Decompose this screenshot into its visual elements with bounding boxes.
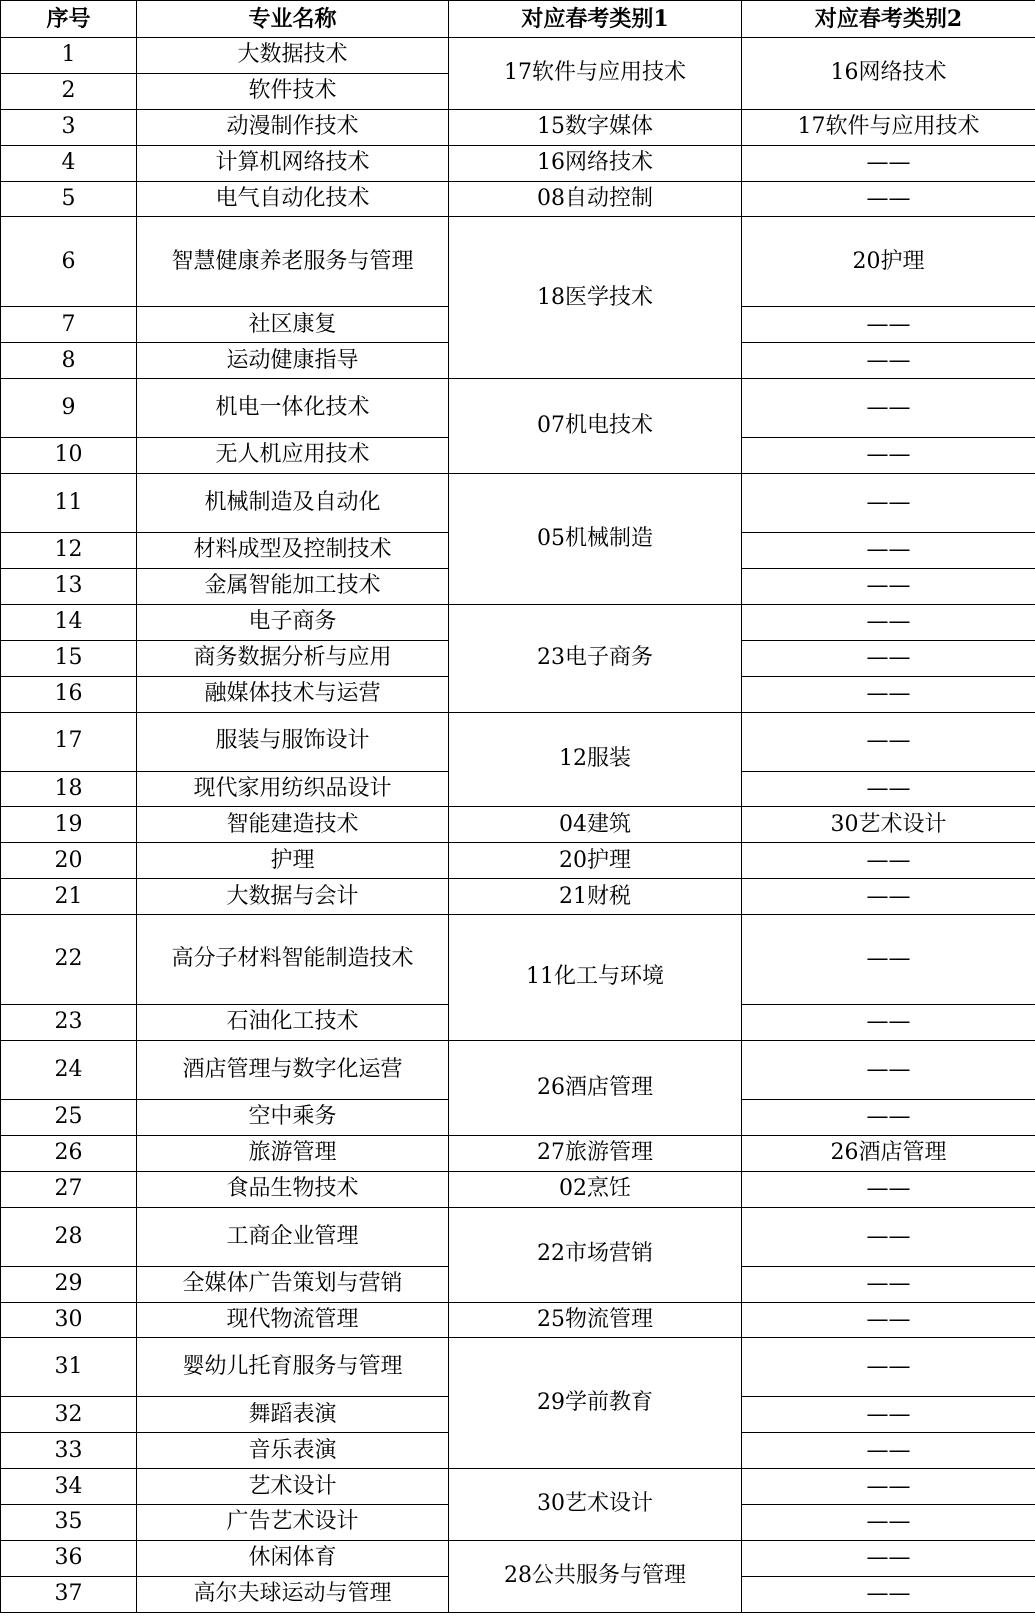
row-major: 现代物流管理 — [137, 1302, 449, 1338]
row-major: 机电一体化技术 — [137, 379, 449, 438]
row-category2: —— — [742, 1576, 1035, 1612]
row-category1: 26酒店管理 — [449, 1041, 742, 1136]
row-index: 16 — [1, 676, 137, 712]
row-major: 工商企业管理 — [137, 1207, 449, 1266]
row-category2: —— — [742, 1397, 1035, 1433]
row-index: 14 — [1, 604, 137, 640]
row-major: 机械制造及自动化 — [137, 474, 449, 533]
row-index: 15 — [1, 640, 137, 676]
row-category1: 28公共服务与管理 — [449, 1541, 742, 1613]
row-index: 24 — [1, 1041, 137, 1100]
row-index: 35 — [1, 1505, 137, 1541]
row-category2: —— — [742, 879, 1035, 915]
row-category2: —— — [742, 640, 1035, 676]
row-major: 社区康复 — [137, 307, 449, 343]
row-category2: —— — [742, 379, 1035, 438]
row-category2: —— — [742, 1541, 1035, 1577]
table-row — [1, 38, 1035, 74]
header-category2: 对应春考类别2 — [742, 1, 1035, 38]
row-major: 智能建造技术 — [137, 807, 449, 843]
row-index: 9 — [1, 379, 137, 438]
row-category2: —— — [742, 1005, 1035, 1041]
row-major: 全媒体广告策划与营销 — [137, 1266, 449, 1302]
row-category1: 23电子商务 — [449, 604, 742, 712]
row-index: 21 — [1, 879, 137, 915]
table-row — [1, 1171, 1035, 1207]
row-category1: 30艺术设计 — [449, 1469, 742, 1541]
row-index: 4 — [1, 145, 137, 181]
row-index: 18 — [1, 771, 137, 807]
row-index: 30 — [1, 1302, 137, 1338]
row-major: 电子商务 — [137, 604, 449, 640]
row-index: 33 — [1, 1433, 137, 1469]
row-index: 37 — [1, 1576, 137, 1612]
table-row — [1, 712, 1035, 771]
table-row — [1, 1469, 1035, 1505]
row-category1: 17软件与应用技术 — [449, 38, 742, 110]
row-category2: —— — [742, 181, 1035, 217]
row-major: 大数据技术 — [137, 38, 449, 74]
row-index: 32 — [1, 1397, 137, 1433]
row-major: 无人机应用技术 — [137, 438, 449, 474]
row-category1: 16网络技术 — [449, 145, 742, 181]
row-category2: —— — [742, 569, 1035, 605]
table-row — [1, 879, 1035, 915]
row-category2: —— — [742, 1302, 1035, 1338]
row-category2: —— — [742, 843, 1035, 879]
row-category1: 20护理 — [449, 843, 742, 879]
row-category2: —— — [742, 533, 1035, 569]
row-index: 22 — [1, 915, 137, 1005]
row-major: 服装与服饰设计 — [137, 712, 449, 771]
row-index: 23 — [1, 1005, 137, 1041]
header-index: 序号 — [1, 1, 137, 38]
row-category2: —— — [742, 474, 1035, 533]
row-major: 大数据与会计 — [137, 879, 449, 915]
table-header-row — [1, 1, 1035, 38]
row-major: 商务数据分析与应用 — [137, 640, 449, 676]
row-category1: 25物流管理 — [449, 1302, 742, 1338]
row-major: 广告艺术设计 — [137, 1505, 449, 1541]
row-category2: —— — [742, 307, 1035, 343]
row-index: 7 — [1, 307, 137, 343]
row-category2: —— — [742, 1505, 1035, 1541]
row-category2: —— — [742, 771, 1035, 807]
header-major: 专业名称 — [137, 1, 449, 38]
row-major: 高分子材料智能制造技术 — [137, 915, 449, 1005]
row-category1: 18医学技术 — [449, 217, 742, 379]
row-category2: 17软件与应用技术 — [742, 109, 1035, 145]
row-category1: 15数字媒体 — [449, 109, 742, 145]
row-category2: —— — [742, 1171, 1035, 1207]
row-index: 31 — [1, 1338, 137, 1397]
row-major: 酒店管理与数字化运营 — [137, 1041, 449, 1100]
row-category2: 20护理 — [742, 217, 1035, 307]
row-index: 3 — [1, 109, 137, 145]
row-index: 12 — [1, 533, 137, 569]
row-index: 29 — [1, 1266, 137, 1302]
row-category2: 16网络技术 — [742, 38, 1035, 110]
row-category1: 04建筑 — [449, 807, 742, 843]
row-major: 婴幼儿托育服务与管理 — [137, 1338, 449, 1397]
row-major: 智慧健康养老服务与管理 — [137, 217, 449, 307]
row-category2: —— — [742, 1266, 1035, 1302]
row-category1: 05机械制造 — [449, 474, 742, 605]
row-category2: —— — [742, 604, 1035, 640]
table-row — [1, 1338, 1035, 1397]
row-index: 36 — [1, 1541, 137, 1577]
row-category2: —— — [742, 915, 1035, 1005]
row-category1: 08自动控制 — [449, 181, 742, 217]
table-row — [1, 379, 1035, 438]
row-major: 计算机网络技术 — [137, 145, 449, 181]
row-category2: 30艺术设计 — [742, 807, 1035, 843]
row-major: 艺术设计 — [137, 1469, 449, 1505]
table-row — [1, 474, 1035, 533]
table-row — [1, 145, 1035, 181]
row-index: 2 — [1, 73, 137, 109]
row-category1: 21财税 — [449, 879, 742, 915]
table-row — [1, 604, 1035, 640]
row-index: 10 — [1, 438, 137, 474]
row-major: 动漫制作技术 — [137, 109, 449, 145]
table-row — [1, 843, 1035, 879]
table-row — [1, 1541, 1035, 1577]
row-category2: —— — [742, 438, 1035, 474]
row-category2: —— — [742, 676, 1035, 712]
row-major: 融媒体技术与运营 — [137, 676, 449, 712]
row-major: 金属智能加工技术 — [137, 569, 449, 605]
row-index: 11 — [1, 474, 137, 533]
table-row — [1, 1302, 1035, 1338]
header-category1: 对应春考类别1 — [449, 1, 742, 38]
row-index: 20 — [1, 843, 137, 879]
row-major: 休闲体育 — [137, 1541, 449, 1577]
row-category1: 07机电技术 — [449, 379, 742, 474]
row-index: 13 — [1, 569, 137, 605]
row-index: 19 — [1, 807, 137, 843]
row-category2: —— — [742, 1338, 1035, 1397]
row-index: 8 — [1, 343, 137, 379]
row-index: 6 — [1, 217, 137, 307]
table-row — [1, 1135, 1035, 1171]
row-major: 石油化工技术 — [137, 1005, 449, 1041]
row-category2: —— — [742, 1469, 1035, 1505]
row-index: 5 — [1, 181, 137, 217]
table-row — [1, 915, 1035, 1005]
row-index: 28 — [1, 1207, 137, 1266]
table-row — [1, 807, 1035, 843]
row-category2: —— — [742, 1433, 1035, 1469]
row-category1: 11化工与环境 — [449, 915, 742, 1041]
row-major: 食品生物技术 — [137, 1171, 449, 1207]
row-index: 25 — [1, 1100, 137, 1136]
row-major: 软件技术 — [137, 73, 449, 109]
row-category2: —— — [742, 145, 1035, 181]
row-index: 27 — [1, 1171, 137, 1207]
row-category2: —— — [742, 1041, 1035, 1100]
row-index: 26 — [1, 1135, 137, 1171]
row-major: 现代家用纺织品设计 — [137, 771, 449, 807]
row-index: 34 — [1, 1469, 137, 1505]
table-row — [1, 217, 1035, 307]
row-major: 护理 — [137, 843, 449, 879]
row-category2: —— — [742, 712, 1035, 771]
table-row — [1, 1207, 1035, 1266]
row-category1: 02烹饪 — [449, 1171, 742, 1207]
row-category2: —— — [742, 1100, 1035, 1136]
row-category1: 29学前教育 — [449, 1338, 742, 1469]
row-index: 17 — [1, 712, 137, 771]
row-category2: —— — [742, 1207, 1035, 1266]
row-major: 材料成型及控制技术 — [137, 533, 449, 569]
row-major: 旅游管理 — [137, 1135, 449, 1171]
table-row — [1, 1041, 1035, 1100]
row-major: 高尔夫球运动与管理 — [137, 1576, 449, 1612]
row-major: 舞蹈表演 — [137, 1397, 449, 1433]
row-index: 1 — [1, 38, 137, 74]
row-category2: —— — [742, 343, 1035, 379]
row-category1: 22市场营销 — [449, 1207, 742, 1302]
row-category2: 26酒店管理 — [742, 1135, 1035, 1171]
row-major: 电气自动化技术 — [137, 181, 449, 217]
table-row — [1, 181, 1035, 217]
table-row — [1, 109, 1035, 145]
row-major: 音乐表演 — [137, 1433, 449, 1469]
row-major: 空中乘务 — [137, 1100, 449, 1136]
row-category1: 12服装 — [449, 712, 742, 807]
row-major: 运动健康指导 — [137, 343, 449, 379]
row-category1: 27旅游管理 — [449, 1135, 742, 1171]
